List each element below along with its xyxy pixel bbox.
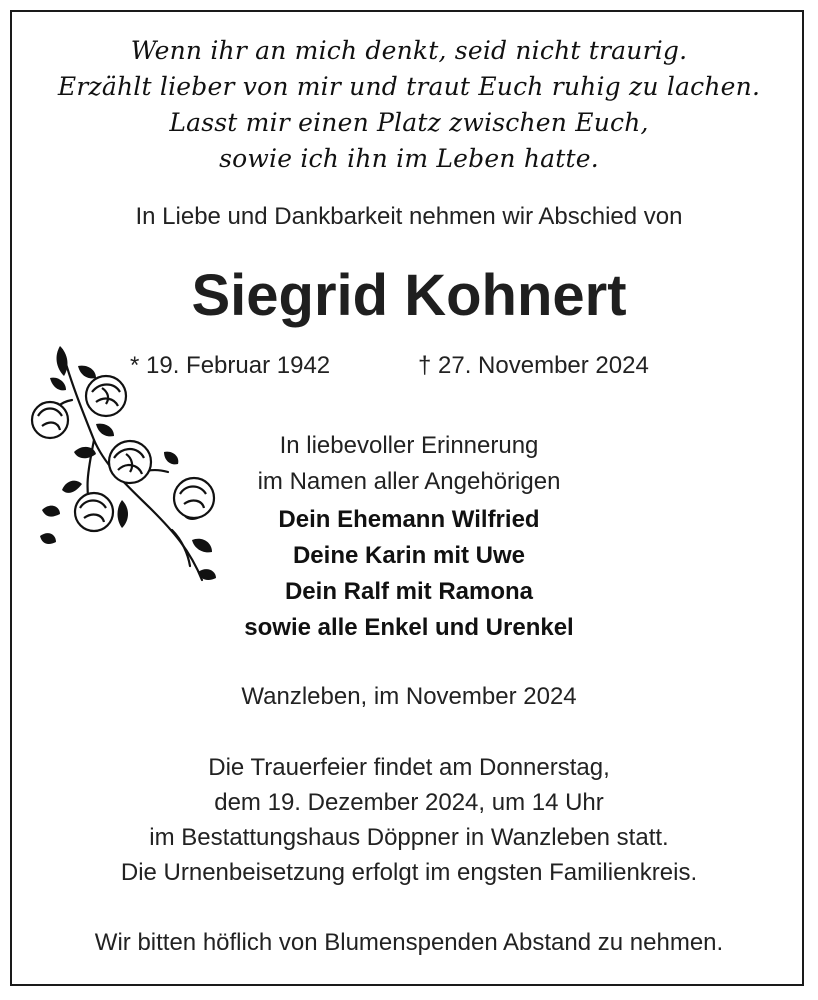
ceremony-line-2: dem 19. Dezember 2024, um 14 Uhr <box>214 789 604 816</box>
closing-note: Wir bitten höflich von Blumenspenden Abstand zu nehmen. <box>94 929 724 956</box>
death-date: † 27. November 2024 <box>418 352 649 379</box>
mourner-4: sowie alle Enkel und Urenkel <box>244 614 574 641</box>
poem-line-1: Wenn ihr an mich denkt, seid nicht traurig. <box>130 36 688 65</box>
birth-date: * 19. Februar 1942 <box>130 352 331 379</box>
deceased-name: Siegrid Kohnert <box>191 263 627 328</box>
poem-line-4: sowie ich ihn im Leben hatte. <box>219 144 599 173</box>
mourner-2: Deine Karin mit Uwe <box>292 542 526 569</box>
intro-text: In Liebe und Dankbarkeit nehmen wir Abschied von <box>135 203 683 230</box>
ceremony-line-3: im Bestattungshaus Döppner in Wanzleben statt. <box>149 824 669 851</box>
ceremony-line-4: Die Urnenbeisetzung erfolgt im engsten Familienkreis. <box>120 859 698 886</box>
poem-line-2: Erzählt lieber von mir und traut Euch ruhig zu lachen. <box>57 72 761 101</box>
remembrance-line-1: In liebevoller Erinnerung <box>279 432 539 459</box>
poem-line-3: Lasst mir einen Platz zwischen Euch, <box>169 108 649 137</box>
ceremony-line-1: Die Trauerfeier findet am Donnerstag, <box>208 754 610 781</box>
remembrance-line-2: im Namen aller Angehörigen <box>257 468 561 495</box>
place-date: Wanzleben, im November 2024 <box>241 683 577 710</box>
mourner-1: Dein Ehemann Wilfried <box>278 506 540 533</box>
mourner-3: Dein Ralf mit Ramona <box>284 578 534 605</box>
